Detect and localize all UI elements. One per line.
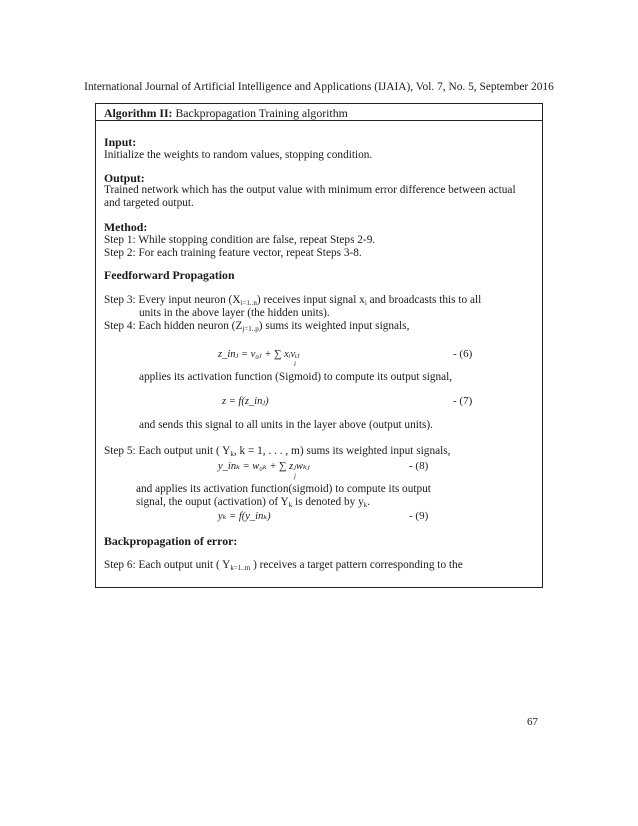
step3-subscript-i: i: [364, 299, 367, 307]
step4-text-a: Step 4: Each hidden neuron (Z: [104, 320, 243, 332]
activation-text: applies its activation function (Sigmoid) to compute its output signal,: [139, 371, 453, 383]
equation-8-number: - (8): [409, 460, 429, 472]
output-heading: Output:: [104, 171, 145, 185]
applies-text-line1: and applies its activation function(sigmoid) to compute its output: [136, 483, 431, 495]
algorithm-name: Backpropagation Training algorithm: [175, 106, 348, 120]
output-text-line1: Trained network which has the output value with minimum error difference between actual: [104, 184, 516, 196]
step3-text-c: and broadcasts this to all: [366, 294, 482, 306]
equation-6-sum-index: i: [294, 360, 296, 368]
step4-line: [104, 320, 409, 333]
step3-subscript: i=1..n: [240, 299, 257, 307]
step4-subscript: j=1..p: [242, 325, 259, 333]
step5-text-b: , k = 1, . . . , m) sums its weighted input signals,: [233, 445, 451, 457]
equation-9: yₖ = f(y_inₖ): [218, 511, 271, 522]
step6-line: [104, 559, 463, 572]
step3-line1: [104, 294, 481, 307]
equation-7: z = f(z_inⱼ): [222, 396, 269, 407]
equation-6: z_inⱼ = v₀ⱼ + ∑ xᵢvᵢⱼ: [218, 349, 300, 360]
step4-text-b: ) sums its weighted input signals,: [258, 320, 410, 332]
journal-header: International Journal of Artificial Intelligence and Applications (IJAIA), Vol. 7, No. 5, September 2016: [84, 81, 554, 93]
applies-text-line2: [136, 496, 370, 509]
backprop-heading: Backpropagation of error:: [104, 534, 238, 548]
step3-line2: units in the above layer (the hidden units).: [139, 307, 330, 319]
step5-line: [104, 445, 450, 458]
step6-text-a: Step 6: Each output unit ( Y: [104, 559, 231, 571]
applies-text-a: signal, the ouput (activation) of Y: [136, 496, 289, 508]
feedforward-heading: Feedforward Propagation: [104, 268, 235, 282]
equation-9-number: - (9): [409, 510, 429, 522]
algorithm-box: [95, 103, 543, 588]
equation-8: y_inₖ = w₀ₖ + ∑ zⱼwₖⱼ: [218, 461, 310, 472]
applies-subscript-k2: k: [363, 501, 368, 509]
applies-subscript-k: k: [288, 501, 293, 509]
page-number: 67: [527, 716, 538, 728]
input-heading: Input:: [104, 135, 137, 149]
equation-6-number: - (6): [453, 348, 473, 360]
applies-text-b: is denoted by y: [292, 496, 364, 508]
input-text: Initialize the weights to random values, stopping condition.: [104, 149, 373, 161]
method-heading: Method:: [104, 220, 148, 234]
method-step1: Step 1: While stopping condition are false, repeat Steps 2-9.: [104, 234, 376, 246]
step5-text-a: Step 5: Each output unit ( Y: [104, 445, 231, 457]
step5-subscript: k: [230, 450, 234, 458]
method-step2: Step 2: For each training feature vector, repeat Steps 3-8.: [104, 247, 362, 259]
applies-text-c: .: [367, 496, 371, 508]
algorithm-title: [104, 106, 348, 121]
output-text-line2: and targeted output.: [104, 197, 194, 209]
algorithm-label: Algorithm II:: [104, 106, 173, 120]
sends-signal-text: and sends this signal to all units in the layer above (output units).: [139, 419, 433, 431]
equation-8-sum-index: j: [294, 472, 296, 480]
step6-text-b: ) receives a target pattern corresponding to the: [250, 559, 463, 571]
step6-subscript: k=1..m: [230, 564, 251, 572]
equation-7-number: - (7): [453, 395, 473, 407]
step3-text-a: Step 3: Every input neuron (X: [104, 294, 241, 306]
step3-text-b: ) receives input signal x: [256, 294, 365, 306]
